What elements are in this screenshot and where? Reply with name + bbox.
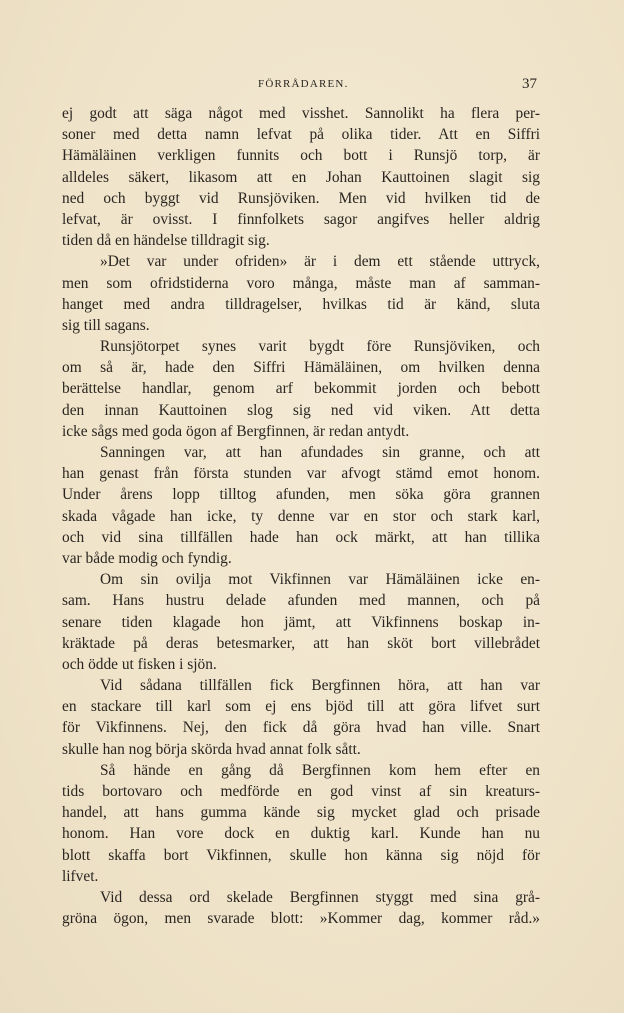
text-line: en stackare till karl som ej ens bjöd till att göra lifvet surt	[62, 698, 540, 716]
text-line: var både modig och fyndig.	[62, 549, 232, 567]
text-line: lefvat, är ovisst. I finnfolkets sagor angifves heller aldrig	[62, 210, 540, 228]
text-line: honom. Han vore dock en duktig karl. Kunde han nu	[62, 825, 540, 843]
text-line: Under årens lopp tilltog afunden, men söka göra grannen	[62, 486, 540, 504]
text-line: Sanningen var, att han afundades sin granne, och att	[100, 444, 540, 461]
running-header	[0, 78, 624, 98]
text-line: kräktade på deras betesmarker, att han sköt bort villebrådet	[62, 634, 540, 652]
text-line: Vid sådana tillfällen fick Bergfinnen höra, att han var	[100, 677, 540, 695]
text-line: berättelse handlar, genom arf bekommit jorden och bebott	[62, 380, 540, 398]
running-title: FÖRRÅDAREN.	[258, 78, 349, 90]
text-line: skulle han nog börja skörda hvad annat folk sått.	[62, 740, 361, 758]
text-line: skada vågade han icke, ty denne var en stor och stark karl,	[62, 507, 540, 525]
text-line: den innan Kauttoinen slog sig ned vid viken. Att detta	[62, 401, 540, 419]
text-line: tids bortovaro och medförde en god vinst af sin kreaturs-	[62, 783, 540, 800]
text-line: Om sin ovilja mot Vikfinnen var Hämäläinen icke en-	[100, 571, 540, 589]
text-line: Så hände en gång då Bergfinnen kom hem efter en	[100, 761, 540, 779]
text-line: men som ofridstiderna voro många, måste man af samman-	[62, 274, 540, 292]
text-line: gröna ögon, men svarade blott: »Kommer dag, kommer råd.»	[62, 910, 540, 928]
text-line: handel, att hans gumma kände sig mycket glad och prisade	[62, 804, 540, 822]
text-line: och ödde ut fisken i sjön.	[62, 655, 217, 673]
page-number: 37	[522, 76, 537, 92]
text-line: icke sågs med goda ögon af Bergfinnen, är redan antydt.	[62, 422, 410, 440]
text-line: sig till sagans.	[62, 316, 150, 334]
text-line: »Det var under ofriden» är i dem ett stående uttryck,	[100, 253, 540, 271]
text-line: Hämäläinen verkligen funnits och bott i Runsjö torp, är	[62, 147, 540, 165]
text-line: för Vikfinnens. Nej, den fick då göra hvad han ville. Snart	[62, 719, 540, 737]
text-line: blott skaffa bort Vikfinnen, skulle hon känna sig nöjd för	[62, 846, 540, 864]
text-line: ned och byggt vid Runsjöviken. Men vid hvilken tid de	[62, 189, 540, 207]
text-line: lifvet.	[62, 867, 99, 885]
text-line: tiden då en händelse tilldragit sig.	[62, 232, 270, 250]
text-line: Runsjötorpet synes varit bygdt före Runsjöviken, och	[100, 338, 540, 356]
body-text	[62, 103, 540, 929]
text-line: han genast från första stunden var afvogt stämd emot honom.	[62, 465, 540, 483]
text-line: hanget med andra tilldragelser, hvilkas tid är känd, sluta	[62, 295, 540, 313]
text-line: soner med detta namn lefvat på olika tider. Att en Siffri	[62, 126, 540, 144]
text-line: senare tiden klagade hon jämt, att Vikfinnens boskap in-	[62, 613, 540, 631]
text-line: sam. Hans hustru delade afunden med mannen, och på	[62, 592, 540, 610]
text-line: alldeles säkert, likasom att en Johan Kauttoinen slagit sig	[62, 168, 540, 186]
text-line: Vid dessa ord skelade Bergfinnen styggt med sina grå-	[100, 888, 540, 906]
text-line: om så är, hade den Siffri Hämäläinen, om hvilken denna	[62, 359, 540, 377]
text-line: ej godt att säga något med visshet. Sannolikt ha flera per-	[62, 105, 540, 122]
text-line: och vid sina tillfällen hade han ock märkt, att han tillika	[62, 528, 540, 546]
